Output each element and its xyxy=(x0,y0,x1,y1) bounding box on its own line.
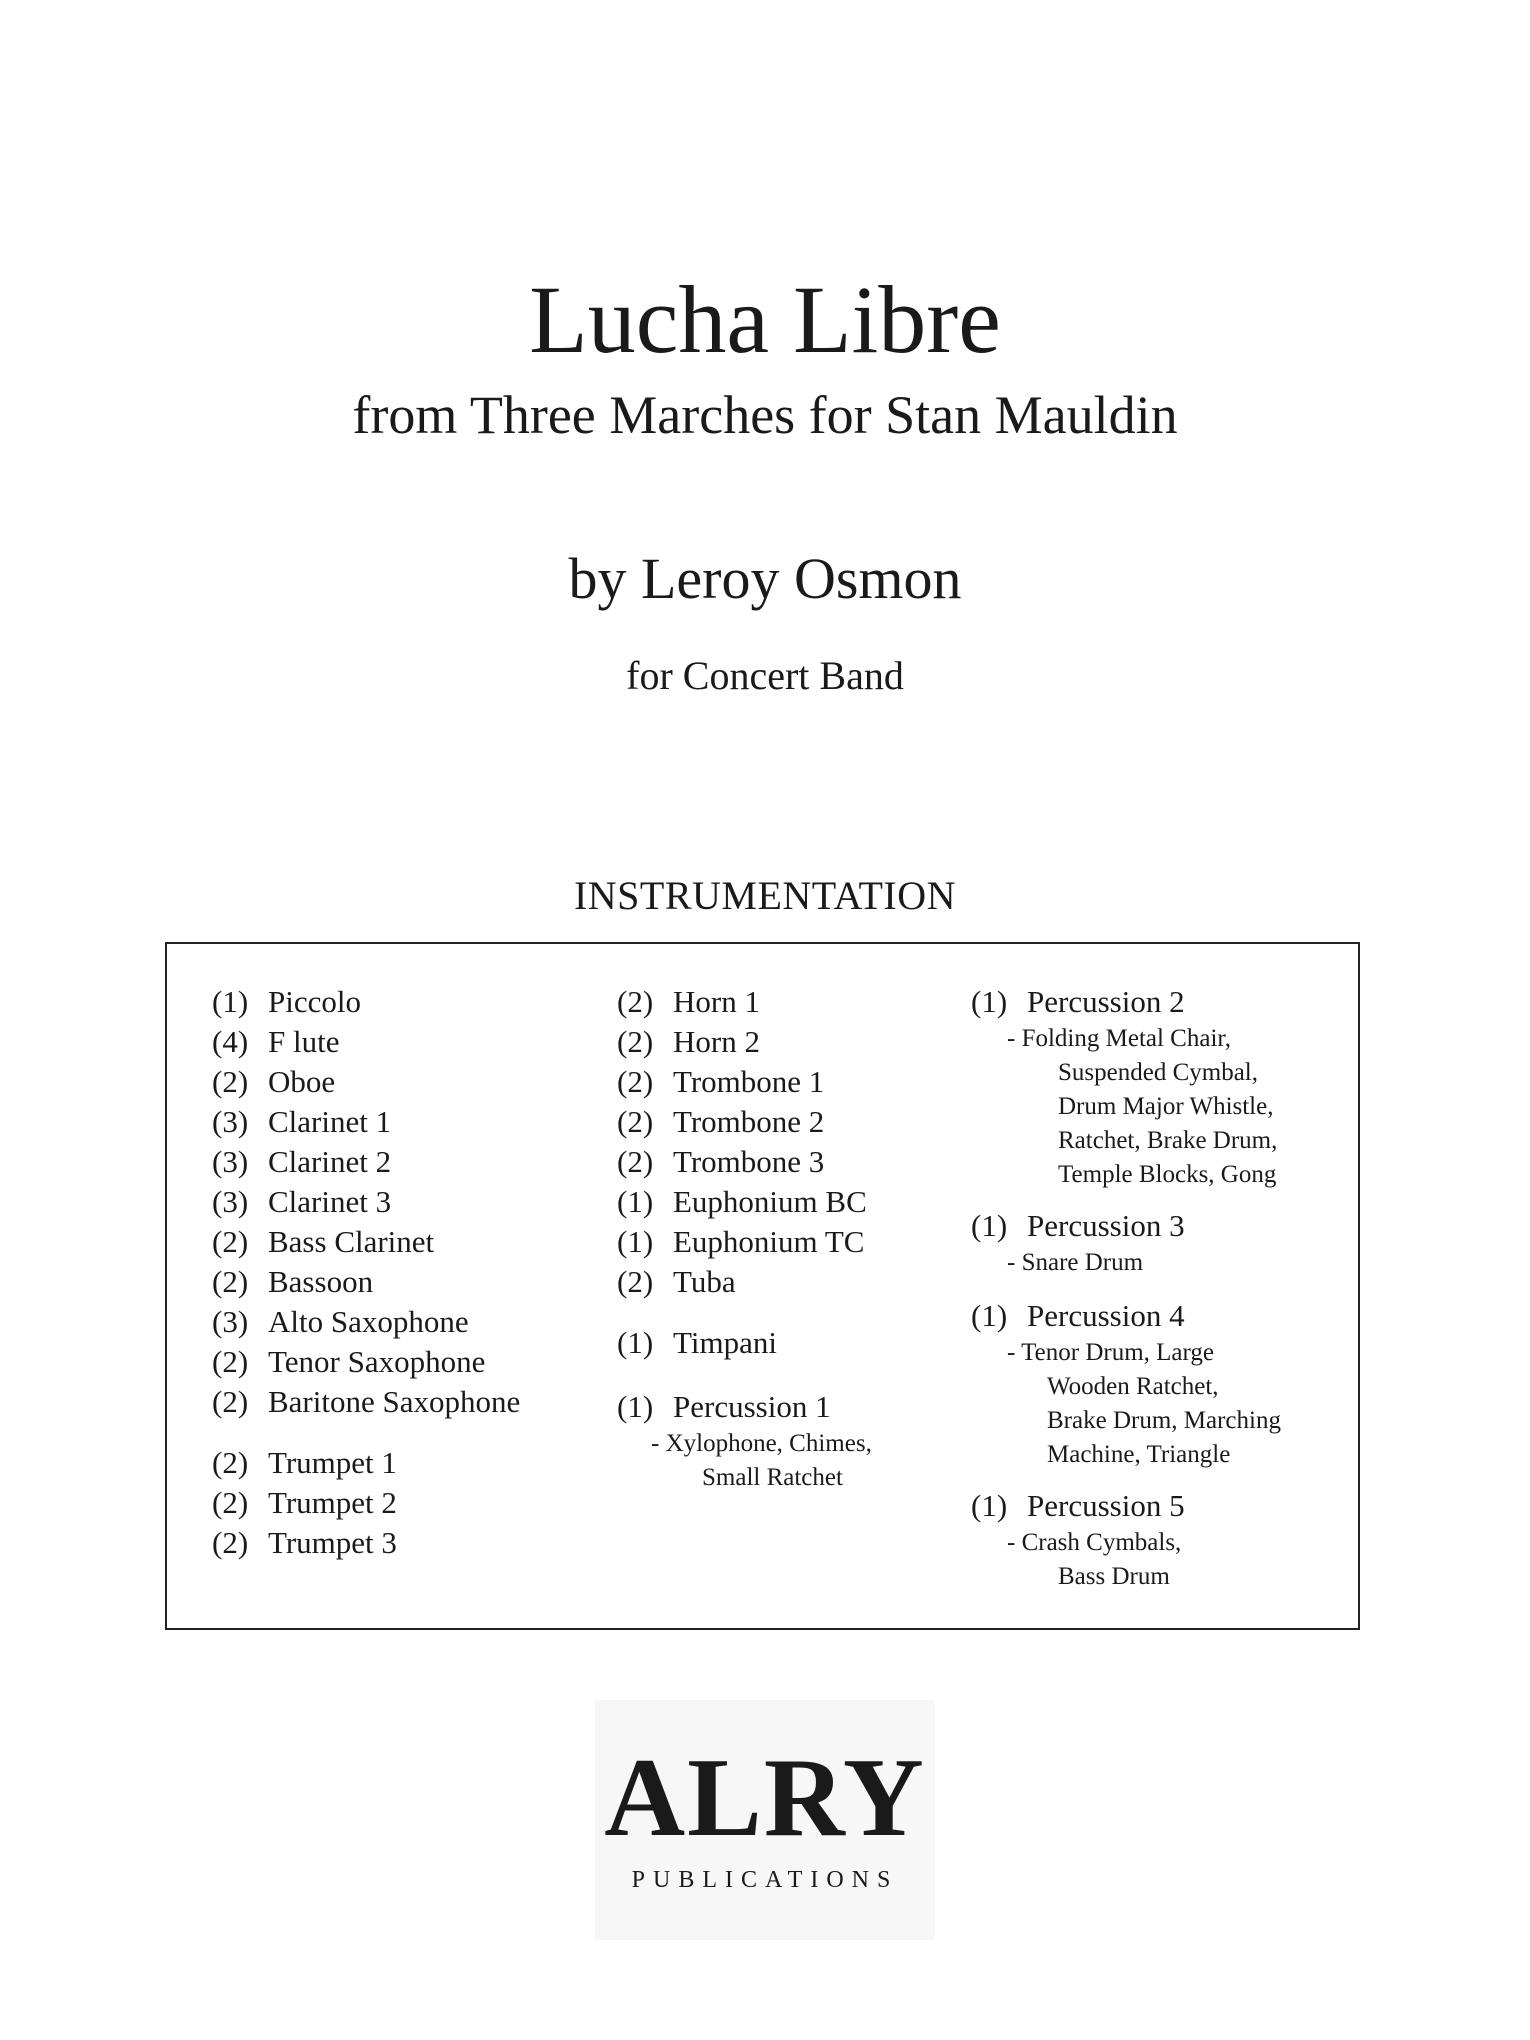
instrument-row xyxy=(617,1022,872,1062)
instrument-row xyxy=(212,1062,520,1102)
instrument-row xyxy=(212,1483,520,1523)
instrument-row xyxy=(971,1486,1281,1526)
instrument-row xyxy=(617,1262,872,1302)
instrument-row xyxy=(617,1323,872,1363)
instrument-description: - Crash Cymbals, xyxy=(1007,1529,1182,1556)
instrument-quantity: (4) xyxy=(212,1024,249,1059)
instrument-row xyxy=(617,1062,872,1102)
instrument-column-3 xyxy=(971,982,1281,1594)
instrument-quantity: (2) xyxy=(212,1264,249,1299)
instrument-row xyxy=(971,1296,1281,1336)
instrument-name: Timpani xyxy=(673,1325,777,1360)
instrument-name: Tenor Saxophone xyxy=(268,1344,486,1379)
instrument-quantity: (3) xyxy=(212,1144,249,1179)
instrument-quantity: (2) xyxy=(617,1264,654,1299)
instrument-description: Suspended Cymbal, xyxy=(1058,1059,1258,1086)
instrument-quantity: (2) xyxy=(212,1224,249,1259)
instrument-name: Tuba xyxy=(673,1264,736,1299)
instrument-name: Trombone 2 xyxy=(673,1104,825,1139)
instrument-row xyxy=(212,1102,520,1142)
subtitle: from Three Marches for Stan Mauldin xyxy=(352,385,1178,445)
instrument-name: Percussion 2 xyxy=(1027,984,1185,1019)
instrument-name: Trumpet 2 xyxy=(268,1485,397,1520)
instrument-name: Alto Saxophone xyxy=(268,1304,469,1339)
instrument-name: Oboe xyxy=(268,1064,336,1099)
instrument-quantity: (2) xyxy=(212,1344,249,1379)
publisher-logo xyxy=(595,1700,935,1940)
instrument-row xyxy=(617,1102,872,1142)
instrument-description: - Snare Drum xyxy=(1007,1249,1144,1276)
instrument-quantity: (1) xyxy=(971,1488,1008,1523)
instrument-name: Piccolo xyxy=(268,984,361,1019)
instrument-row xyxy=(617,1387,872,1427)
instrument-description: - Xylophone, Chimes, xyxy=(651,1430,872,1457)
publisher-logo-name: ALRY xyxy=(604,1736,926,1860)
instrument-quantity: (1) xyxy=(617,1389,654,1424)
instrument-row xyxy=(212,982,520,1022)
instrument-quantity: (2) xyxy=(617,1104,654,1139)
instrument-name: Clarinet 3 xyxy=(268,1184,392,1219)
instrument-row xyxy=(971,1206,1281,1246)
instrument-quantity: (1) xyxy=(971,1208,1008,1243)
instrument-quantity: (2) xyxy=(617,984,654,1019)
instrument-quantity: (2) xyxy=(212,1525,249,1560)
instrument-name: Percussion 5 xyxy=(1027,1488,1185,1523)
instrument-name: Trumpet 1 xyxy=(268,1445,397,1480)
instrument-name: Percussion 1 xyxy=(673,1389,831,1424)
instrument-name: Percussion 4 xyxy=(1027,1298,1185,1333)
instrument-quantity: (1) xyxy=(971,984,1008,1019)
instrument-row xyxy=(212,1262,520,1302)
instrument-name: F lute xyxy=(268,1024,340,1059)
instrument-column-2 xyxy=(617,982,872,1495)
instrument-row xyxy=(212,1382,520,1422)
instrument-row xyxy=(617,982,872,1022)
instrument-row xyxy=(212,1302,520,1342)
instrument-quantity: (2) xyxy=(617,1024,654,1059)
instrument-quantity: (2) xyxy=(212,1485,249,1520)
instrument-description: Bass Drum xyxy=(1058,1563,1170,1590)
instrument-name: Baritone Saxophone xyxy=(268,1384,521,1419)
composer-credit: by Leroy Osmon xyxy=(568,546,962,611)
instrument-quantity: (3) xyxy=(212,1184,249,1219)
instrument-name: Euphonium TC xyxy=(673,1224,865,1259)
instrument-description: Temple Blocks, Gong xyxy=(1058,1161,1277,1188)
instrument-row xyxy=(212,1222,520,1262)
instrument-quantity: (1) xyxy=(617,1325,654,1360)
instrument-description: - Folding Metal Chair, xyxy=(1007,1025,1231,1052)
instrument-description: Machine, Triangle xyxy=(1047,1441,1231,1468)
instrumentation-box xyxy=(165,942,1360,1630)
instrument-row xyxy=(212,1342,520,1382)
instrument-name: Trombone 3 xyxy=(673,1144,825,1179)
instrument-row xyxy=(617,1222,872,1262)
instrument-quantity: (2) xyxy=(212,1384,249,1419)
instrument-description: - Tenor Drum, Large xyxy=(1007,1339,1214,1366)
instrument-description: Wooden Ratchet, xyxy=(1047,1373,1219,1400)
instrument-name: Trombone 1 xyxy=(673,1064,825,1099)
instrument-row xyxy=(971,982,1281,1022)
instrument-description: Brake Drum, Marching xyxy=(1047,1407,1281,1434)
instrument-name: Horn 1 xyxy=(673,984,760,1019)
instrument-name: Euphonium BC xyxy=(673,1184,867,1219)
instrumentation-heading: INSTRUMENTATION xyxy=(573,873,957,918)
instrument-quantity: (3) xyxy=(212,1104,249,1139)
instrument-description: Small Ratchet xyxy=(702,1464,843,1491)
instrument-quantity: (1) xyxy=(212,984,249,1019)
instrument-quantity: (2) xyxy=(617,1064,654,1099)
instrument-row xyxy=(212,1443,520,1483)
instrument-quantity: (2) xyxy=(617,1144,654,1179)
instrument-quantity: (2) xyxy=(212,1064,249,1099)
instrument-row xyxy=(617,1182,872,1222)
instrument-quantity: (1) xyxy=(617,1224,654,1259)
instrument-name: Bassoon xyxy=(268,1264,374,1299)
instrument-row xyxy=(212,1523,520,1563)
publisher-logo-subtitle: PUBLICATIONS xyxy=(631,1867,899,1893)
instrument-name: Clarinet 1 xyxy=(268,1104,392,1139)
instrument-description: Drum Major Whistle, xyxy=(1058,1093,1274,1120)
instrument-row xyxy=(212,1182,520,1222)
page-title: Lucha Libre xyxy=(529,266,1001,373)
instrument-name: Bass Clarinet xyxy=(268,1224,435,1259)
instrument-description: Ratchet, Brake Drum, xyxy=(1058,1127,1278,1154)
instrument-quantity: (1) xyxy=(971,1298,1008,1333)
ensemble-label: for Concert Band xyxy=(626,653,904,698)
instrument-row xyxy=(212,1142,520,1182)
instrument-row xyxy=(617,1142,872,1182)
instrument-column-1 xyxy=(212,982,520,1563)
instrument-name: Horn 2 xyxy=(673,1024,760,1059)
instrument-quantity: (2) xyxy=(212,1445,249,1480)
instrument-name: Percussion 3 xyxy=(1027,1208,1185,1243)
instrument-row xyxy=(212,1022,520,1062)
instrument-quantity: (3) xyxy=(212,1304,249,1339)
instrument-name: Clarinet 2 xyxy=(268,1144,392,1179)
instrument-name: Trumpet 3 xyxy=(268,1525,397,1560)
instrument-quantity: (1) xyxy=(617,1184,654,1219)
